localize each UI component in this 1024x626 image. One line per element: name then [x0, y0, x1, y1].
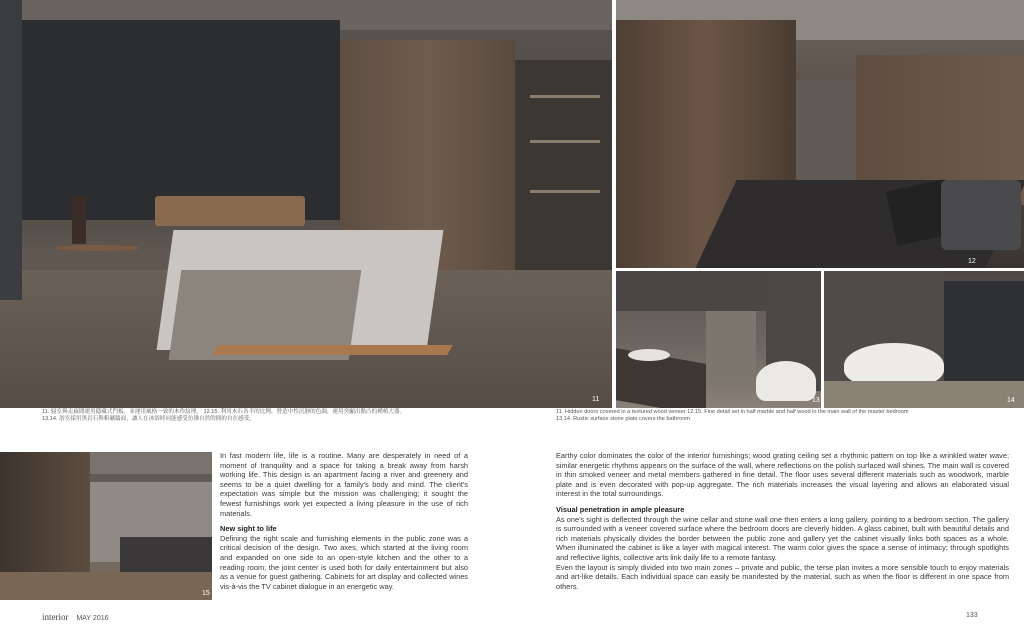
pillow — [941, 180, 1021, 250]
window — [944, 281, 1024, 381]
issue-date: MAY 2016 — [76, 615, 109, 622]
caption-line: 11. Hidden doors covered in a textured wood veneer 12.15. Fine detail set in half marble and half wood in the main wall of the master bedroom — [556, 409, 909, 415]
cabinet-shelf — [530, 140, 600, 143]
photo-master-bedroom-12 — [616, 0, 1024, 268]
footer-left — [42, 612, 109, 622]
photo-number: 15 — [202, 590, 210, 597]
bed-frame — [212, 345, 453, 355]
wood-floor — [0, 572, 212, 600]
photo-bathroom-13 — [616, 271, 821, 408]
caption-english — [556, 409, 1016, 424]
body-paragraph: Defining the right scale and furnishing elements in the public zone was a critical decision of the design. Two axes, which started at the living room and expanded on one side to an open-style kitchen and the other to a reading room; the joint center is used both for daily entertainment but also as a venue for guest gathering. Cabinets for art display and collected wines vis-à-vis the TV cabinet dialogue in an energetic way. — [220, 533, 468, 591]
photo-number: 13 — [812, 397, 820, 404]
photo-number: 11 — [592, 396, 600, 403]
section-heading: Visual penetration in ample pleasure — [556, 504, 685, 514]
shower-glass — [706, 311, 756, 381]
window-curtain — [0, 0, 22, 300]
photo-number: 14 — [1007, 397, 1015, 404]
photo-bathtub-14 — [824, 271, 1024, 408]
vase-plant — [72, 196, 86, 244]
page-number: 133 — [966, 612, 978, 619]
intro-paragraph: In fast modern life, life is a routine. Many are desperately in need of a moment of tranquility and a space for taking a break away from harsh working life. This design is an apartment facing a river and greenery and seems to be a quiet dwelling for a family's body and mind. The client's expectation was simple but the mission was challenging; it sought the fewest furnishings work yet expected a living pleasure in the use of rich materials. — [220, 451, 468, 518]
photo-bedroom-15 — [0, 452, 212, 600]
cabinet-shelf — [530, 190, 600, 193]
article-column-left — [220, 451, 468, 591]
caption-line: 11. 寢室與走廊間運用隱藏式門板，並運用風格一致的木作紋理。 12.15. 利用木石各半的比例，營造中性沉靜的色調，運用突顯出點凸的種植大器。 — [42, 409, 406, 415]
caption-chinese — [42, 409, 562, 424]
photo-bedroom-11 — [0, 0, 612, 408]
body-paragraph: Even the layout is simply divided into two main zones – private and public, the terse plan invites a more sensible touch to enjoy materials and art-like details. Each individual space can easily be manifested by the material, such as when the floor is different in one space from others. — [556, 562, 1009, 591]
body-paragraph: As one's sight is deflected through the wine cellar and stone wall one then enters a long gallery, pointing to a bedroom section. The gallery is surrounded with a veneer covered surface where the bedroom doors are cleverly hidden. A glass cabinet, built with beautiful details and rich materials physically divides the border between the public zone and gallery yet the cabinet visually links both spaces as a whole. When illuminated the cabinet is like a layer with magical interest. The warm color gives the space a sense of intimacy; through spotlights and reflective lights, collective arts link daily life to a remote fantasy. — [556, 514, 1009, 562]
basin — [628, 349, 670, 361]
floor — [824, 381, 1024, 408]
photo-number: 12 — [968, 258, 976, 265]
caption-line: 13.14. 浴室採用黑岩石與粗礦牆面，讓人在沐浴時同能感受彷彿自然的間的自在感受。 — [42, 416, 255, 423]
side-table — [55, 245, 140, 251]
article-column-right — [556, 451, 1009, 591]
bed — [120, 537, 212, 577]
glass-cabinet-doorway — [515, 60, 612, 280]
caption-line: 13.14. Rustic surface stone plate covers the bathroom — [556, 416, 691, 423]
dark-fabric-wall — [20, 20, 340, 220]
bed-headboard — [155, 196, 305, 226]
body-paragraph: Earthy color dominates the color of the interior furnishings; wood grating ceiling set a rhythmic pattern on top like a wrinkled water wave; similar energetic rhythms appears on the surface of the wall, where reflections on the polish surfaced wall shines. The main wall is covered in thin smoked veneer and metal members gathered in fine detail. The floor uses several different materials such as woodwork, marble plate and is even decorated with pop-up aggregate. The rich materials increases the visual layering and allows an elaborated visual interest in the total surroundings. — [556, 451, 1009, 499]
bathtub — [756, 361, 816, 401]
magazine-brand: interior — [42, 612, 69, 622]
cabinet-shelf — [530, 95, 600, 98]
section-heading: New sight to life — [220, 524, 277, 534]
